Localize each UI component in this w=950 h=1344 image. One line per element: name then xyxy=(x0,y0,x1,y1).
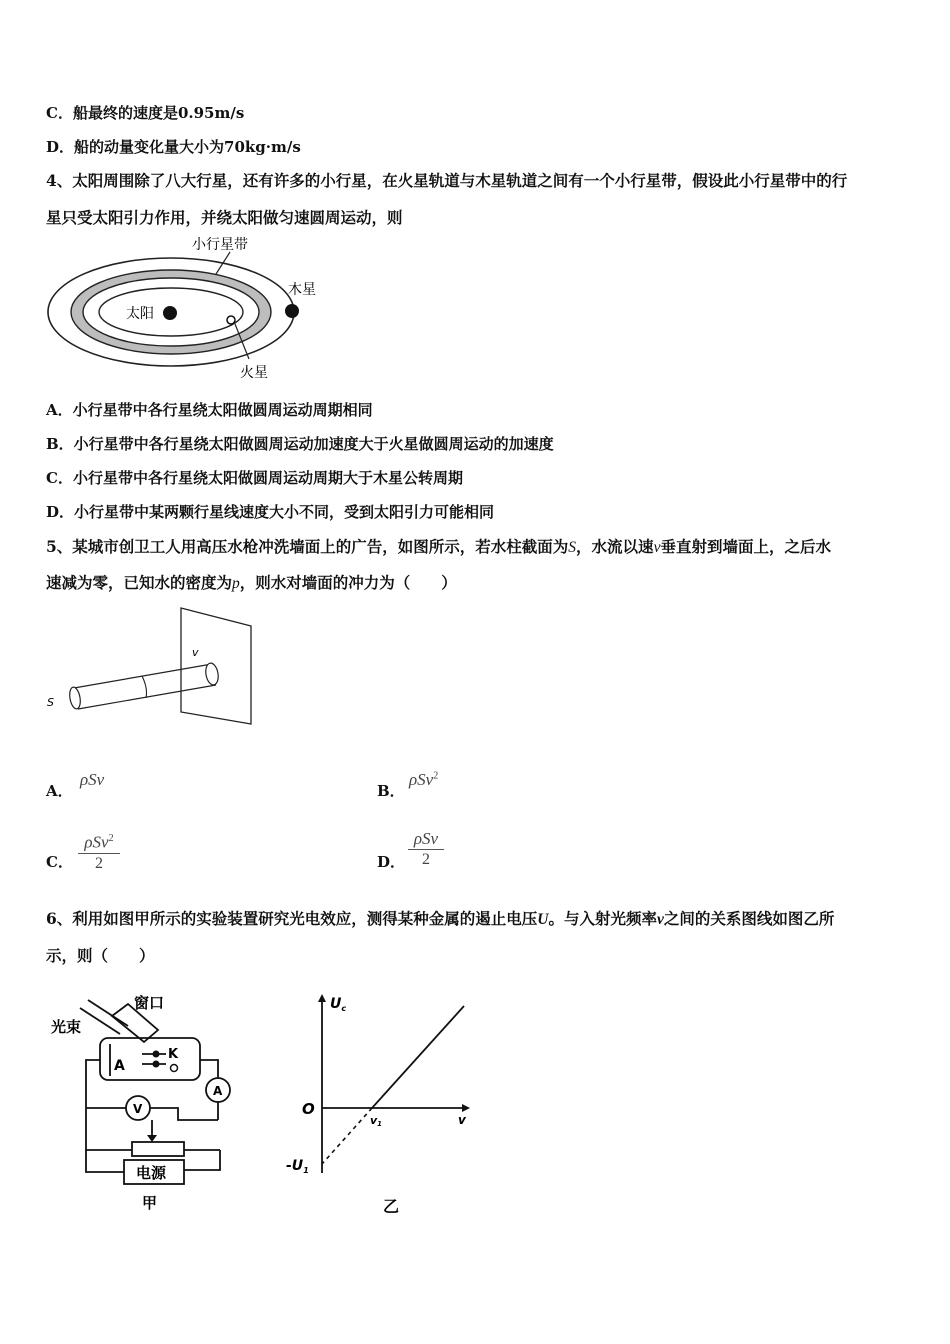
label-ammeter: A xyxy=(213,1084,223,1098)
q3-option-d: D．船的动量变化量大小为70kg·m/s xyxy=(46,138,301,156)
electron-dot-2 xyxy=(153,1061,160,1068)
q5-option-c-fraction xyxy=(78,829,120,874)
electron-dot-1 xyxy=(153,1051,160,1058)
q5-option-c-label: C． xyxy=(46,853,73,871)
q5-option-d-denominator: 2 xyxy=(422,851,430,868)
q4-stem-line1: 4、太阳周围除了八大行星，还有许多的小行星，在火星轨道与木星轨道之间有一个小行星带，假设此小行星带中的行 xyxy=(46,171,848,190)
q5-option-d-fraction xyxy=(408,829,444,870)
q6-stem-text-a: 6、利用如图甲所示的实验装置研究光电效应，测得某种金属的遏止电压 xyxy=(46,909,538,928)
label-origin: O xyxy=(302,1100,315,1118)
caption-yi: 乙 xyxy=(383,1197,400,1216)
label-beam: 光束 xyxy=(51,1018,82,1036)
label-window: 窗口 xyxy=(134,994,165,1012)
label-v-axis: v xyxy=(458,1113,466,1127)
q5-symbol-v: v xyxy=(653,539,661,556)
q5-stem-text-c: 垂直射到墙面上，之后水 xyxy=(660,537,831,556)
wall xyxy=(181,608,251,724)
slider-arrowhead xyxy=(147,1135,157,1142)
label-sun: 太阳 xyxy=(126,306,154,322)
label-uc: $U_c$ xyxy=(330,996,347,1013)
label-asteroid-belt: 小行星带 xyxy=(192,237,248,253)
belt-pointer xyxy=(216,252,230,274)
beam-line-1 xyxy=(80,1008,120,1034)
wire-right xyxy=(200,1060,218,1078)
electron-dot-3 xyxy=(171,1065,178,1072)
q5-stem-text-d: 速减为零，已知水的密度为 xyxy=(46,573,233,592)
y-axis-arrow xyxy=(318,994,326,1002)
label-v1: v1 xyxy=(370,1114,383,1128)
q5-option-b-label: B． xyxy=(377,782,405,800)
q6-stem-text-c: 之间的关系图线如图乙所 xyxy=(663,909,835,928)
beam-line-2 xyxy=(88,1000,128,1026)
wire-voltmeter-right xyxy=(150,1108,218,1120)
q5-option-a-label: A． xyxy=(46,782,73,800)
q4-option-d: D．小行星带中某两颗行星线速度大小不同，受到太阳引力可能相同 xyxy=(46,503,495,521)
q5-option-d-label: D． xyxy=(377,853,406,871)
jet-end-cap xyxy=(68,686,82,709)
q4-stem-line2: 星只受太阳引力作用，并绕太阳做匀速圆周运动，则 xyxy=(46,208,403,227)
q6-graph-figure xyxy=(282,988,482,1220)
q5-stem-line1 xyxy=(46,537,831,558)
caption-jia: 甲 xyxy=(142,1194,158,1212)
mars-dot xyxy=(227,316,235,324)
q5-option-d-numerator: ρSv xyxy=(408,829,444,850)
q5-stem-line2 xyxy=(46,573,457,594)
label-anode-a: A xyxy=(114,1058,125,1074)
q4-option-b: B．小行星带中各行星绕太阳做圆周运动加速度大于火星做圆周运动的加速度 xyxy=(46,435,554,453)
q5-stem-text-e: ，则水对墙面的冲力为（ ） xyxy=(239,573,457,592)
jet-cross-section xyxy=(142,676,147,698)
rheostat xyxy=(132,1142,184,1156)
wire-source-left xyxy=(86,1150,124,1172)
q5-option-c-denominator: 2 xyxy=(95,854,103,872)
q5-option-c-numerator: ρSv$^2$ xyxy=(78,829,120,854)
wire-source-right xyxy=(184,1150,220,1170)
q6-circuit-figure xyxy=(48,990,248,1215)
q6-symbol-v: v xyxy=(657,911,664,928)
label-jupiter: 木星 xyxy=(288,282,316,298)
q5-option-a-expr: ρSv xyxy=(80,770,105,789)
label-voltmeter: V xyxy=(133,1102,143,1116)
q5-symbol-s: S xyxy=(568,539,577,556)
q4-option-a: A．小行星带中各行星绕太阳做圆周运动周期相同 xyxy=(46,401,373,419)
graph-dashed-extension xyxy=(322,1108,372,1164)
sun-dot xyxy=(163,306,177,320)
graph-solid-line xyxy=(372,1006,464,1108)
q6-stem-line2: 示，则（ ） xyxy=(46,946,155,965)
q5-option-b-expr xyxy=(409,770,438,790)
x-axis-arrow xyxy=(462,1104,470,1112)
q6-symbol-u: U xyxy=(537,911,549,928)
label-s: S xyxy=(47,696,54,709)
q6-stem-text-b: 。与入射光频率 xyxy=(548,909,658,928)
q5-option-b-base: ρSv xyxy=(409,770,434,789)
label-neg-u1: $-U_1$ xyxy=(286,1158,309,1175)
label-mars: 火星 xyxy=(240,365,268,381)
label-cathode-k: K xyxy=(168,1047,179,1062)
q5-stem-text-a: 5、某城市创卫工人用高压水枪冲洗墙面上的广告，如图所示，若水柱截面为 xyxy=(46,537,569,556)
q4-option-c: C．小行星带中各行星绕太阳做圆周运动周期大于木星公转周期 xyxy=(46,469,463,487)
q4-orbit-figure xyxy=(44,234,334,384)
q5-water-jet-figure xyxy=(44,606,264,731)
wire-left xyxy=(86,1060,132,1150)
q5-stem-text-b: ，水流以速 xyxy=(576,537,654,556)
label-power-source: 电源 xyxy=(136,1164,167,1182)
q5-symbol-rho: p xyxy=(232,575,240,592)
q5-option-b-exponent: 2 xyxy=(433,770,439,782)
jupiter-dot xyxy=(285,304,299,318)
label-v: v xyxy=(192,646,199,659)
q3-option-c: C．船最终的速度是0.95m/s xyxy=(46,104,245,122)
q6-stem-line1 xyxy=(46,909,834,930)
